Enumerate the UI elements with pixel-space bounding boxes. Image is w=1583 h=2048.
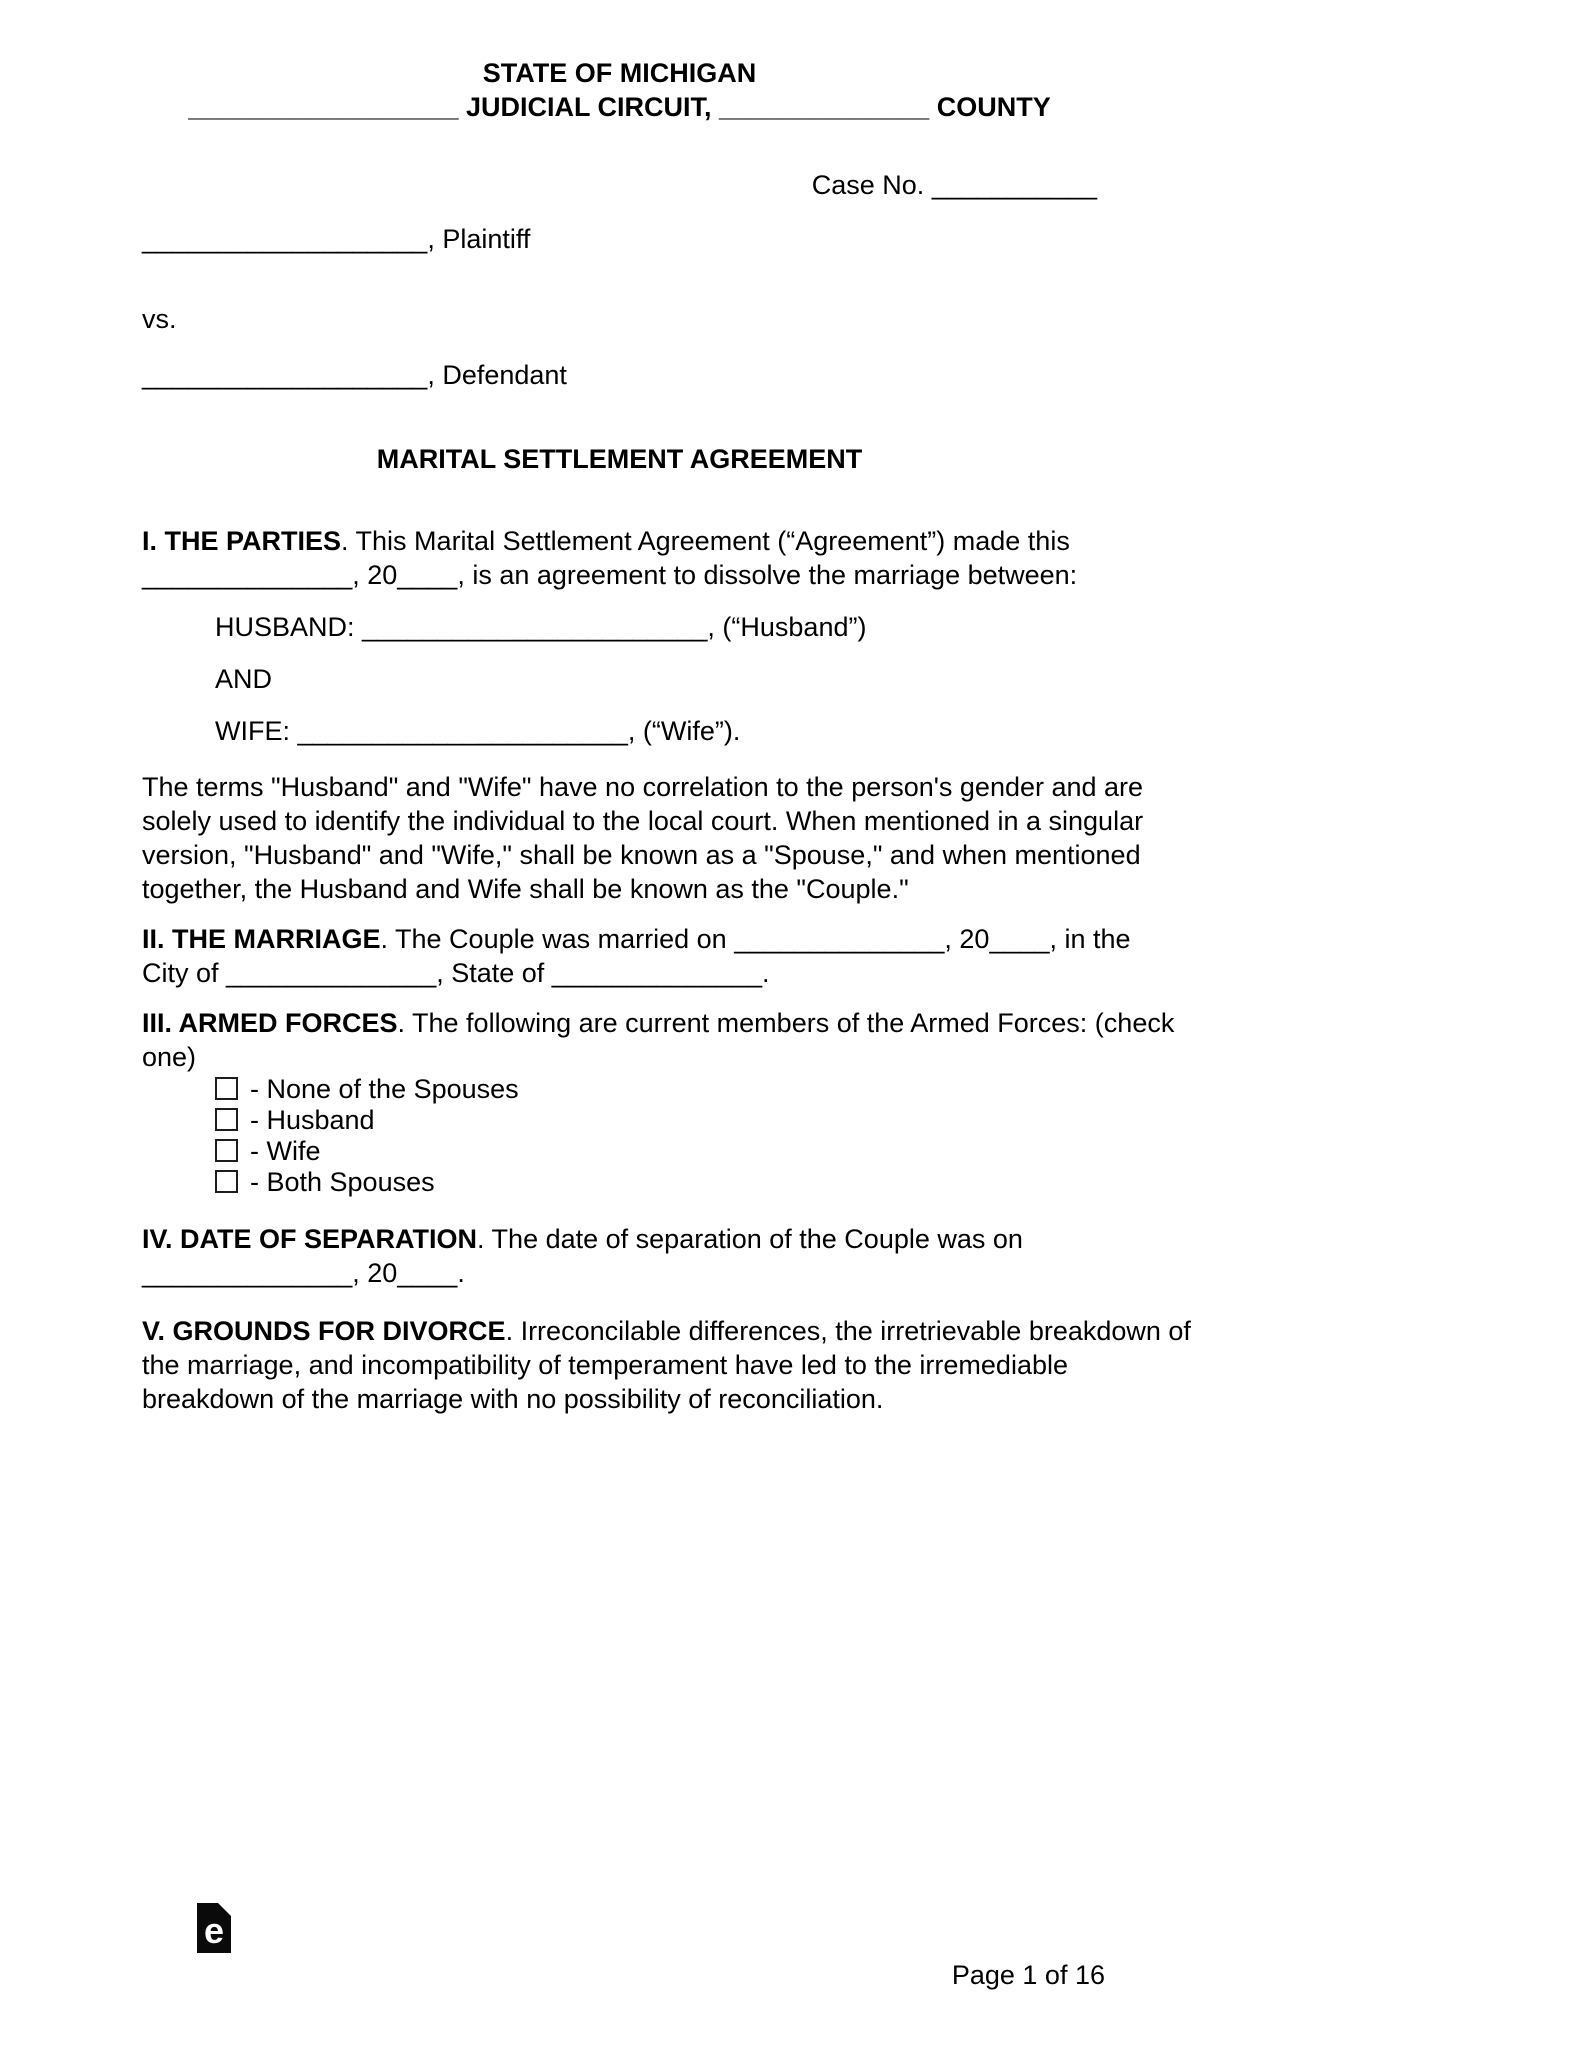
- terms-line: solely used to identify the individual to the local court. When mentioned in a singular: [142, 806, 1144, 836]
- eforms-logo-letter: e: [203, 1910, 225, 1951]
- checkbox-icon[interactable]: [215, 1139, 238, 1162]
- checkbox-label: - Husband: [250, 1105, 375, 1135]
- section-armed-forces-line1: [142, 1006, 1175, 1040]
- section-marriage-line2: City of ______________, State of ______________.: [142, 958, 770, 988]
- plaintiff-blank: ___________________: [142, 224, 428, 254]
- checkbox-icon[interactable]: [215, 1077, 238, 1100]
- husband-suffix: , (“Husband”): [707, 612, 867, 642]
- case-number-blank: ___________: [931, 170, 1097, 200]
- county-blank: ______________: [719, 92, 930, 122]
- wife-line: [142, 714, 1097, 748]
- section-parties: [142, 524, 1097, 592]
- versus-label: vs.: [142, 304, 177, 334]
- circuit-blank: __________________: [188, 92, 459, 122]
- section-armed-forces: [142, 1006, 1175, 1198]
- husband-line: [142, 610, 1097, 644]
- section-marriage: [142, 922, 1131, 990]
- terms-line: version, "Husband" and "Wife," shall be known as a "Spouse," and when mentioned: [142, 840, 1141, 870]
- plaintiff-label: , Plaintiff: [427, 224, 531, 254]
- checkbox-label: - Both Spouses: [250, 1167, 435, 1197]
- section-grounds: [142, 1314, 1191, 1416]
- section-parties-text: . This Marital Settlement Agreement (“Agreement”) made this: [341, 526, 1070, 556]
- section-grounds-line2: the marriage, and incompatibility of temperament have led to the irremediable: [142, 1350, 1068, 1380]
- section-marriage-line1: [142, 922, 1131, 956]
- section-separation-line2: ______________, 20____.: [142, 1258, 465, 1288]
- circuit-label: JUDICIAL CIRCUIT,: [458, 92, 720, 122]
- armed-forces-option-husband: [142, 1105, 1097, 1136]
- and-label: AND: [215, 664, 273, 694]
- document-title: MARITAL SETTLEMENT AGREEMENT: [376, 444, 863, 474]
- wife-label: WIFE:: [215, 716, 298, 746]
- terms-paragraph: [142, 770, 1144, 906]
- terms-line: together, the Husband and Wife shall be known as the "Couple.": [142, 874, 909, 904]
- defendant-blank: ___________________: [142, 360, 428, 390]
- armed-forces-option-both: [142, 1167, 1097, 1198]
- wife-name-blank: ______________________: [297, 716, 628, 746]
- section-armed-forces-text: . The following are current members of the Armed Forces: (check: [397, 1008, 1175, 1038]
- section-grounds-line3: breakdown of the marriage with no possibility of reconciliation.: [142, 1384, 884, 1414]
- armed-forces-option-wife: [142, 1136, 1097, 1167]
- court-state-title: STATE OF MICHIGAN: [482, 58, 757, 88]
- document-content: [142, 56, 1191, 1416]
- section-armed-forces-heading: III. ARMED FORCES: [142, 1008, 398, 1038]
- checkbox-icon[interactable]: [215, 1170, 238, 1193]
- section-parties-line2: ______________, 20____, is an agreement to dissolve the marriage between:: [142, 560, 1078, 590]
- county-label: COUNTY: [929, 92, 1051, 122]
- husband-label: HUSBAND:: [215, 612, 363, 642]
- section-separation-text: . The date of separation of the Couple was on: [477, 1224, 1023, 1254]
- terms-line: The terms "Husband" and "Wife" have no correlation to the person's gender and are: [142, 772, 1144, 802]
- court-circuit-line: [142, 90, 1097, 124]
- section-grounds-text: . Irreconcilable differences, the irretrievable breakdown of: [505, 1316, 1191, 1346]
- wife-suffix: , (“Wife”).: [627, 716, 741, 746]
- section-marriage-text: . The Couple was married on ______________, 20____, in the: [380, 924, 1131, 954]
- case-number-label: Case No.: [811, 170, 932, 200]
- plaintiff-line: [142, 222, 1097, 256]
- armed-forces-option-none: [142, 1074, 1097, 1105]
- section-parties-line1: [142, 524, 1097, 558]
- section-grounds-line1: [142, 1314, 1191, 1348]
- section-armed-forces-line2: one): [142, 1042, 197, 1072]
- section-separation-line1: [142, 1222, 1097, 1256]
- husband-name-blank: _______________________: [362, 612, 708, 642]
- page-number: Page 1 of 16: [951, 1960, 1105, 1990]
- checkbox-label: - None of the Spouses: [250, 1074, 519, 1104]
- section-parties-heading: I. THE PARTIES: [142, 526, 342, 556]
- checkbox-icon[interactable]: [215, 1108, 238, 1131]
- case-number-line: [142, 168, 1097, 202]
- section-marriage-heading: II. THE MARRIAGE: [142, 924, 381, 954]
- defendant-label: , Defendant: [427, 360, 567, 390]
- defendant-line: [142, 358, 1097, 392]
- eforms-logo: [197, 1903, 231, 1953]
- checkbox-label: - Wife: [250, 1136, 321, 1166]
- section-separation-heading: IV. DATE OF SEPARATION: [142, 1224, 478, 1254]
- section-separation: [142, 1222, 1097, 1290]
- section-grounds-heading: V. GROUNDS FOR DIVORCE: [142, 1316, 506, 1346]
